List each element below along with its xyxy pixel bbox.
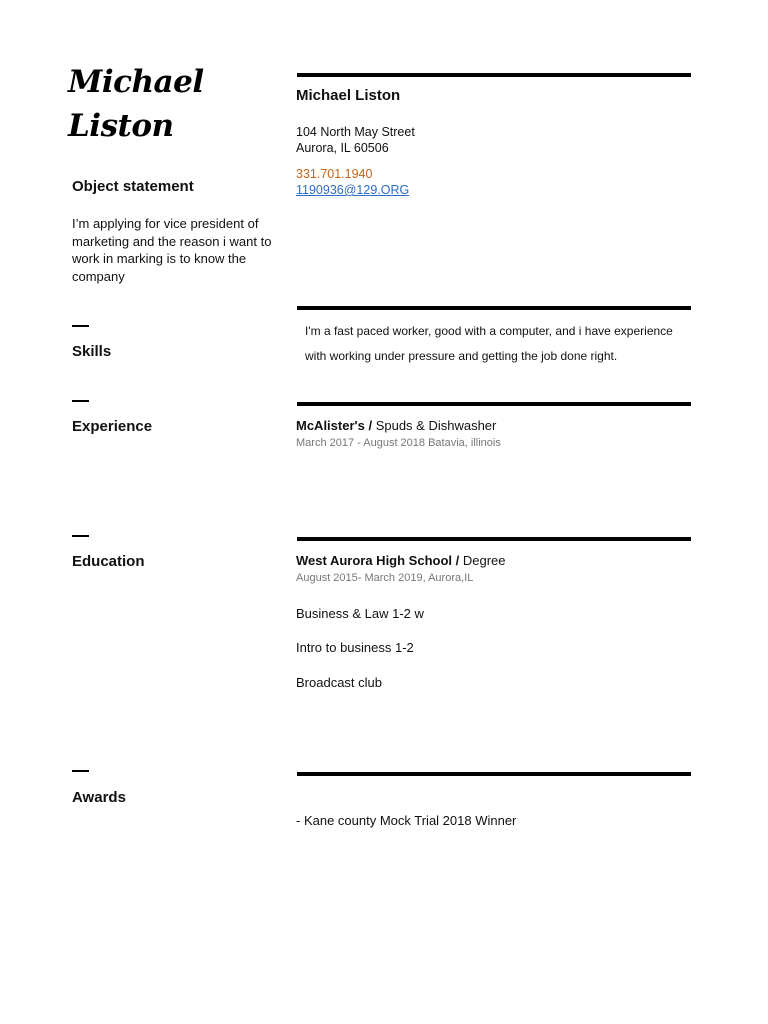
address-line-2: Aurora, IL 60506 — [296, 141, 389, 155]
experience-heading: Experience — [72, 418, 153, 435]
skills-dash — [72, 325, 89, 327]
section-rule-skills — [297, 306, 691, 310]
email-link[interactable]: 1190936@129.ORG — [296, 183, 410, 197]
education-dash — [72, 535, 89, 537]
experience-dash — [72, 400, 89, 402]
education-item: Business & Law 1-2 w — [296, 606, 424, 621]
skills-text: I'm a fast paced worker, good with a computer, and i have experience with working under pressure and getting the job done right. — [305, 324, 673, 363]
education-item: Broadcast club — [296, 675, 382, 690]
section-rule-experience — [297, 402, 691, 406]
award-item: - Kane county Mock Trial 2018 Winner — [296, 813, 517, 828]
education-dates: August 2015- March 2019, Aurora,IL — [296, 572, 474, 584]
section-rule-awards — [297, 772, 691, 776]
experience-title — [296, 418, 496, 433]
name-first: Michael — [68, 64, 204, 100]
address-line-1: 104 North May Street — [296, 125, 415, 139]
contact-name: Michael Liston — [296, 87, 401, 104]
experience-company: McAlister's / — [296, 418, 373, 433]
experience-role: Spuds & Dishwasher — [372, 418, 497, 433]
education-school: West Aurora High School / — [296, 553, 460, 568]
section-rule-education — [297, 537, 691, 541]
awards-dash — [72, 770, 89, 772]
education-degree: Degree — [459, 553, 506, 568]
resume-name-title — [68, 60, 268, 148]
education-heading: Education — [72, 553, 145, 570]
name-last: Liston — [68, 108, 174, 144]
education-item: Intro to business 1-2 — [296, 640, 414, 655]
phone-number: 331.701.1940 — [296, 167, 373, 181]
awards-heading: Awards — [72, 789, 126, 806]
experience-dates: March 2017 - August 2018 Batavia, illinois — [296, 437, 501, 449]
objective-text: I’m applying for vice president of marketing and the reason i want to work in marking is to know the company — [72, 216, 272, 284]
objective-heading: Object statement — [72, 178, 194, 195]
section-rule-contact — [297, 73, 691, 77]
skills-heading: Skills — [72, 343, 112, 360]
education-title — [296, 553, 506, 568]
